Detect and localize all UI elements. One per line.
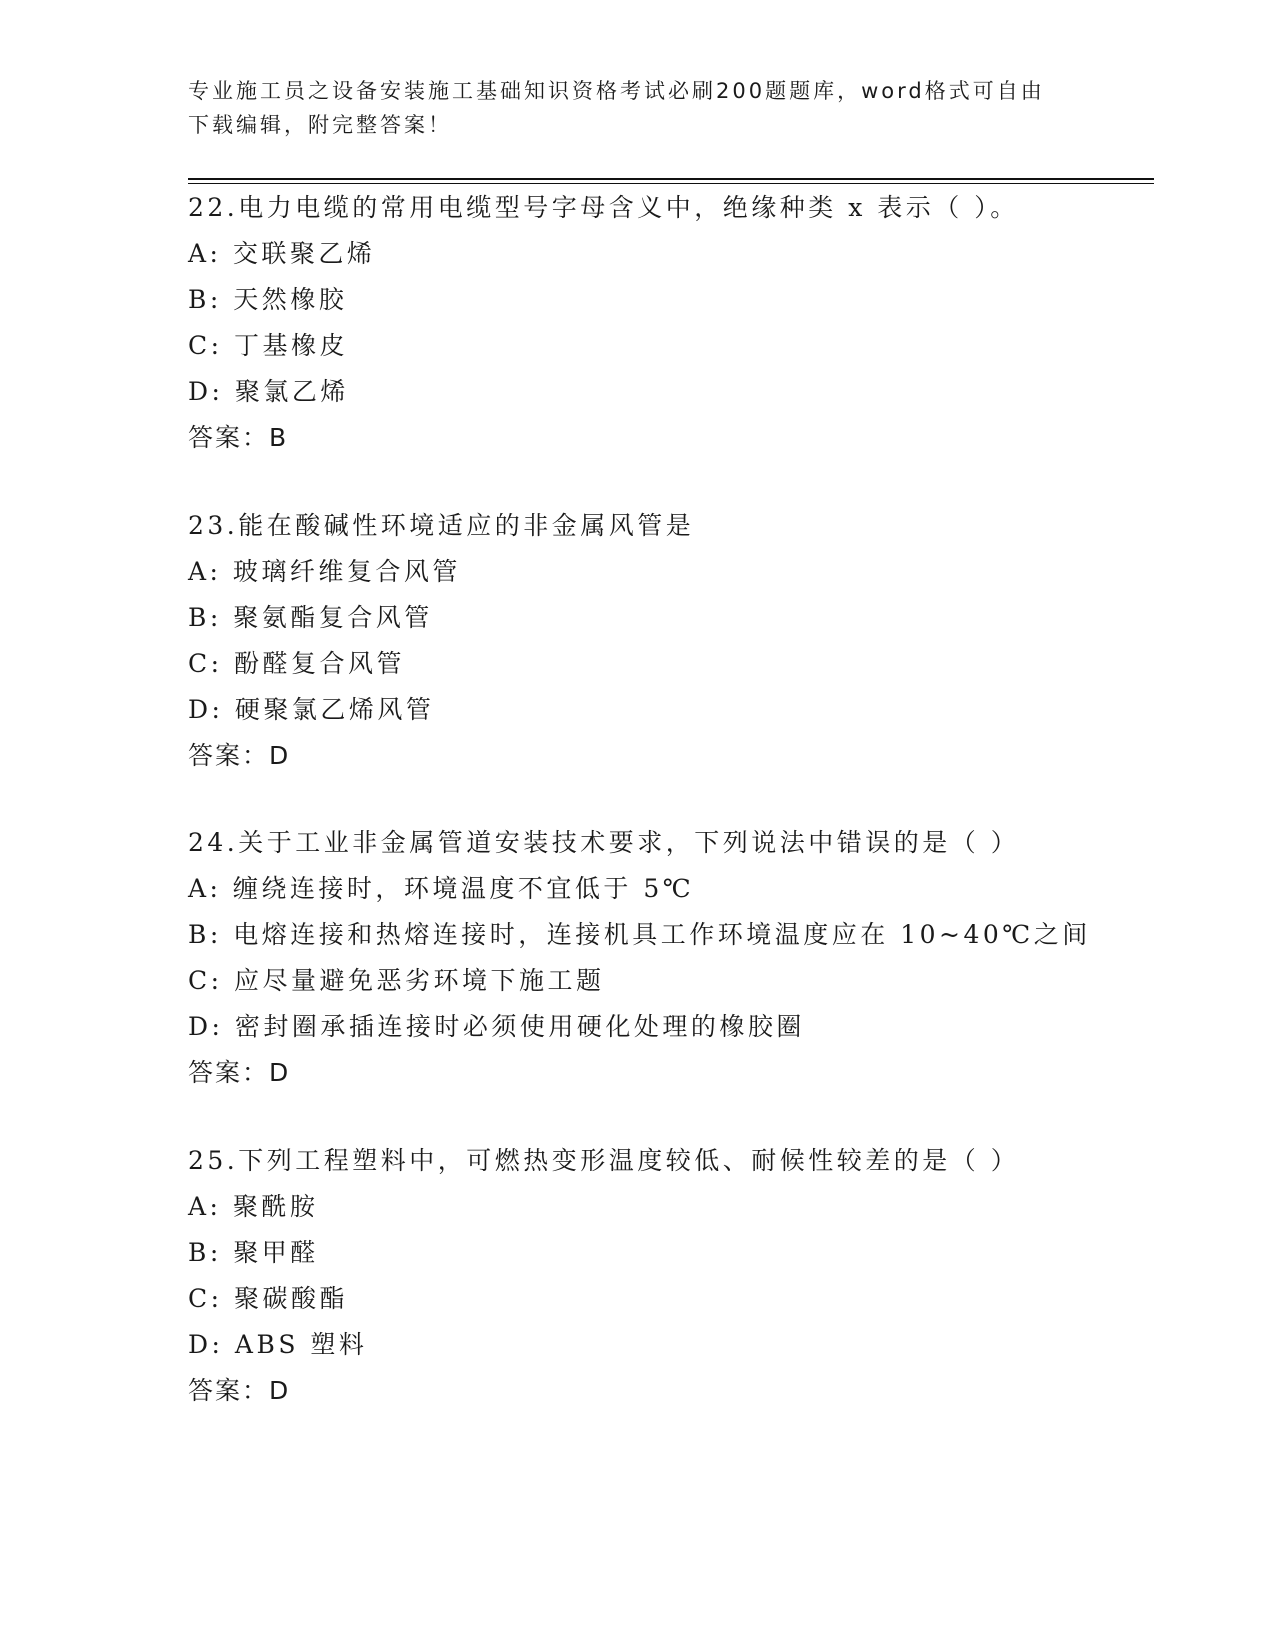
- option-a: A: 玻璃纤维复合风管: [188, 557, 461, 586]
- option-d: D: ABS 塑料: [188, 1330, 368, 1359]
- document-header: [188, 74, 1088, 142]
- answer-text: 答案：D: [188, 1058, 291, 1087]
- option-c: C: 应尽量避免恶劣环境下施工题: [188, 966, 605, 995]
- option-b: B: 聚甲醛: [188, 1238, 319, 1267]
- option-c: C: 丁基橡皮: [188, 331, 348, 360]
- header-divider-thin: [188, 183, 1154, 184]
- question-stem: 24.关于工业非金属管道安装技术要求，下列说法中错误的是（ ）: [188, 828, 1020, 857]
- header-line-1: 专业施工员之设备安装施工基础知识资格考试必刷200题题库，word格式可自由: [188, 79, 1045, 103]
- option-d: D: 硬聚氯乙烯风管: [188, 695, 435, 724]
- option-a: A: 交联聚乙烯: [188, 239, 376, 268]
- option-a: A: 聚酰胺: [188, 1192, 319, 1221]
- header-line-2: 下载编辑，附完整答案！: [188, 113, 452, 137]
- option-a: A: 缠绕连接时，环境温度不宜低于 5℃: [188, 874, 695, 903]
- option-c: C: 聚碳酸酯: [188, 1284, 348, 1313]
- option-d: D: 聚氯乙烯: [188, 377, 349, 406]
- question-23: [188, 503, 1188, 779]
- question-24: [188, 820, 1188, 1096]
- question-25: [188, 1138, 1188, 1414]
- question-stem: 25.下列工程塑料中，可燃热变形温度较低、耐候性较差的是（ ）: [188, 1146, 1020, 1175]
- question-22: [188, 185, 1188, 461]
- answer-text: 答案：D: [188, 1376, 291, 1405]
- answer-text: 答案：D: [188, 741, 291, 770]
- option-c: C: 酚醛复合风管: [188, 649, 405, 678]
- option-d: D: 密封圈承插连接时必须使用硬化处理的橡胶圈: [188, 1012, 805, 1041]
- option-b: B: 电熔连接和热熔连接时，连接机具工作环境温度应在 10~40℃之间: [188, 920, 1091, 949]
- answer-text: 答案：B: [188, 423, 289, 452]
- option-b: B: 聚氨酯复合风管: [188, 603, 433, 632]
- header-divider-thick: [188, 178, 1154, 180]
- option-b: B: 天然橡胶: [188, 285, 348, 314]
- question-stem: 22.电力电缆的常用电缆型号字母含义中，绝缘种类 x 表示（ ）。: [188, 193, 1019, 222]
- question-stem: 23.能在酸碱性环境适应的非金属风管是: [188, 511, 695, 540]
